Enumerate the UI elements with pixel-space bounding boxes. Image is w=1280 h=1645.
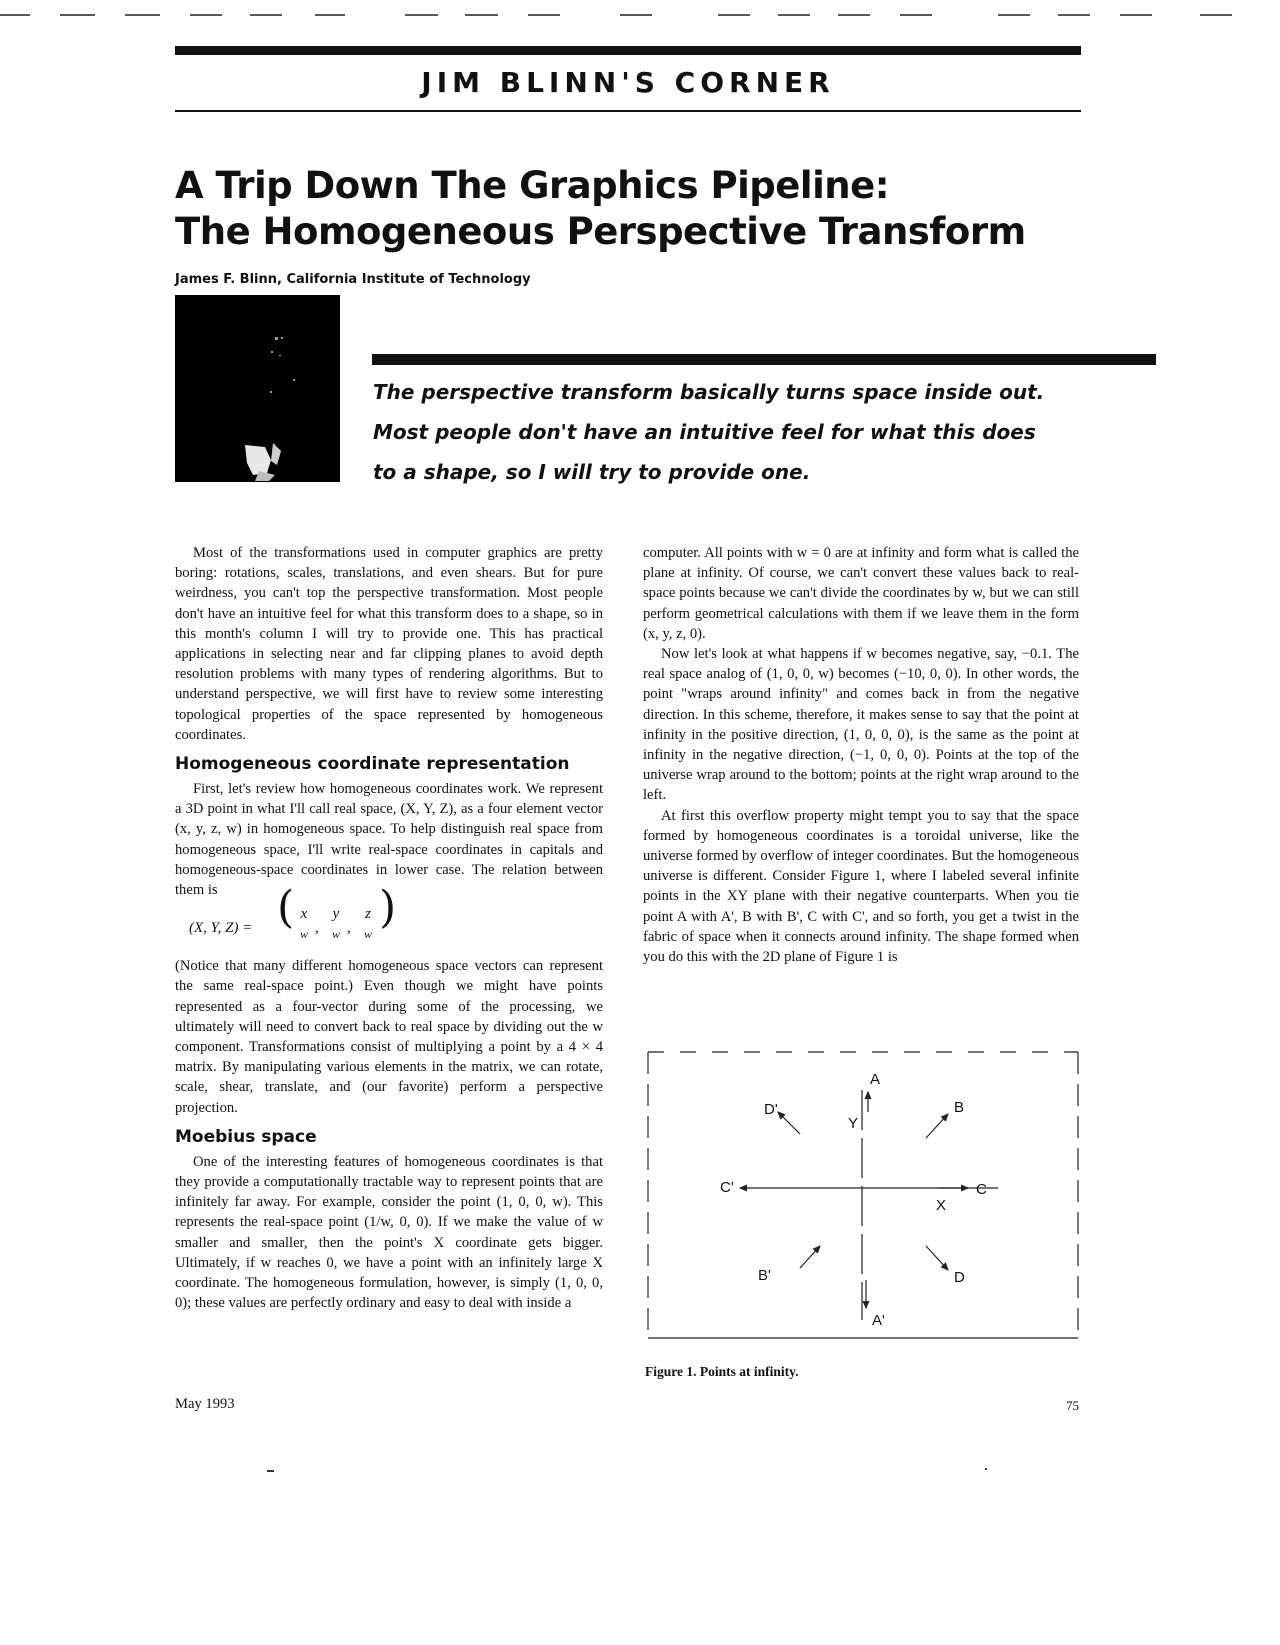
arrow-to-b-prime xyxy=(800,1246,820,1268)
figure-points-at-infinity xyxy=(638,1040,1088,1360)
equation-den-x: w xyxy=(299,927,308,942)
label-c: C xyxy=(976,1181,987,1198)
footer-date: May 1993 xyxy=(175,1396,235,1412)
header-top-bar xyxy=(175,46,1081,55)
author-byline: James F. Blinn, California Institute of Technology xyxy=(175,272,531,287)
equation-comma-2: , xyxy=(347,920,351,937)
right-column xyxy=(643,543,1079,967)
equation-close-brace: ) xyxy=(379,882,397,934)
equation-num-y: y xyxy=(332,906,340,923)
equation-frac-x xyxy=(293,904,315,944)
equation-frac-y xyxy=(325,904,347,944)
label-d-prime: D' xyxy=(764,1101,778,1118)
pull-quote xyxy=(373,372,1133,492)
footer-page-number: 75 xyxy=(1066,1398,1079,1413)
label-b-prime: B' xyxy=(758,1267,771,1284)
article-title xyxy=(175,163,1105,255)
pull-quote-line-1: The perspective transform basically turns space inside out. xyxy=(373,380,1045,404)
homogeneous-equation xyxy=(189,882,603,954)
article-title-line-2: The Homogeneous Perspective Transform xyxy=(175,210,1026,253)
left-column xyxy=(175,543,603,1314)
equation-num-z: z xyxy=(365,906,371,923)
label-d: D xyxy=(954,1269,965,1286)
section-heading-homogeneous: Homogeneous coordinate representation xyxy=(175,754,570,775)
pull-quote-line-3: to a shape, so I will try to provide one. xyxy=(373,460,811,484)
continued-paragraph: computer. All points with w = 0 are at infinity and form what is called the plane at infinity. Of course, we can't convert these values back to real-space points because we can't divide the coordinates by w, but we can still perform geometrical calculations with them if we leave them in the form (x, y, z, 0). xyxy=(643,545,1079,642)
section-heading-moebius: Moebius space xyxy=(175,1126,317,1147)
author-photo-image xyxy=(175,295,340,482)
moebius-paragraph: One of the interesting features of homogeneous coordinates is that they provide a computationally tractable way to represent points that are infinitely far away. For example, consider the point (1, 0, 0, w). This represents the real-space point (1/w, 0, 0). If we make the value of w smaller and smaller, then the point's X coordinate gets bigger. Ultimately, if w reaches 0, we have a point with an infinitely large X coordinate. The homogeneous formulation, however, is simply (1, 0, 0, 0); these values are perfectly ordinary and easy to deal with inside a xyxy=(175,1153,603,1312)
homogeneous-paragraph: First, let's review how homogeneous coordinates work. We represent a 3D point in what I'll call real space, (X, Y, Z), as a four element vector (x, y, z, w) in homogeneous space. To help distinguish real space from homogeneous space, I'll write real-space coordinates in capitals and homogeneous-space coordinates in lower case. The relation between them is xyxy=(175,781,603,899)
label-a: A xyxy=(870,1071,881,1088)
homogeneous-paragraph-2: (Notice that many different homogeneous space vectors can represent the same real-space point.) Even though we might have points represented as a four-vector during some of the processing, we ultimately will need to convert back to real space by dividing out the w component. Transformations consist of multiplying a point by a 4 × 4 matrix. By manipulating various elements in the matrix, we can rotate, scale, shear, translate, and (our favorite) perform a perspective projection. xyxy=(175,958,603,1116)
label-x-axis: X xyxy=(936,1197,947,1214)
equation-lhs: (X, Y, Z) = xyxy=(189,920,253,937)
column-header-title: JIM BLINN'S CORNER xyxy=(421,66,835,99)
label-a-prime: A' xyxy=(872,1312,885,1329)
scan-dash-marks xyxy=(0,0,1280,30)
negative-w-paragraph: Now let's look at what happens if w becomes negative, say, −0.1. The real space analog of (1, 0, 0, w) becomes (−10, 0, 0). In other words, the point "wraps around infinity" and comes back in from the negative direction. In this scheme, therefore, it makes sense to say that the point at infinity in the positive direction, (1, 0, 0, 0), is the same as the point at infinity in the negative direction, (−1, 0, 0, 0). Points at the top of the universe wrap around to the bottom; points at the right wrap around to the left. xyxy=(643,646,1079,804)
pull-quote-bar xyxy=(372,354,1156,365)
equation-num-x: x xyxy=(300,906,308,923)
label-c-prime: C' xyxy=(720,1179,734,1196)
overflow-paragraph: At first this overflow property might tempt you to say that the space formed by homogeneous coordinates is a toroidal universe, like the universe formed by overflow of integer coordinates. But the homogeneous universe is different. Consider Figure 1, where I labeled several infinite points in the XY plane with their negative counterparts. When you tie point A with A', B with B', C with C', and so forth, you get a twist in the fabric of space when it connects around infinity. The shape formed when you do this with the 2D plane of Figure 1 is xyxy=(643,807,1079,966)
equation-comma-1: , xyxy=(315,920,319,937)
arrow-to-d-prime xyxy=(778,1112,800,1134)
equation-open-brace: ( xyxy=(277,882,295,934)
figure-caption: Figure 1. Points at infinity. xyxy=(645,1364,799,1379)
label-b: B xyxy=(954,1099,965,1116)
label-y-axis: Y xyxy=(848,1115,859,1132)
author-photo xyxy=(175,295,340,482)
pull-quote-line-2: Most people don't have an intuitive feel for what this does xyxy=(373,420,1036,444)
scan-speck-right xyxy=(985,1468,987,1470)
intro-paragraph: Most of the transformations used in computer graphics are pretty boring: rotations, scales, translations, and even shears. But for pure weirdness, you can't top the perspective transformation. Most people don't have an intuitive feel for what this transform does to a shape, so in this month's column I will try to provide one. This has practical applications in selecting near and far clipping planes to avoid depth resolution problems with many types of rendering algorithms. But to understand perspective, we will first have to review some interesting topological properties of the space represented by homogeneous coordinates. xyxy=(175,545,603,743)
arrow-to-d xyxy=(926,1246,948,1270)
article-title-line-1: A Trip Down The Graphics Pipeline: xyxy=(175,164,889,207)
header-rule xyxy=(175,110,1081,112)
scan-speck-left xyxy=(267,1470,274,1472)
equation-frac-z xyxy=(357,904,379,944)
arrow-to-b xyxy=(926,1114,948,1138)
equation-den-y: w xyxy=(331,927,340,942)
equation-den-z: w xyxy=(363,927,372,942)
